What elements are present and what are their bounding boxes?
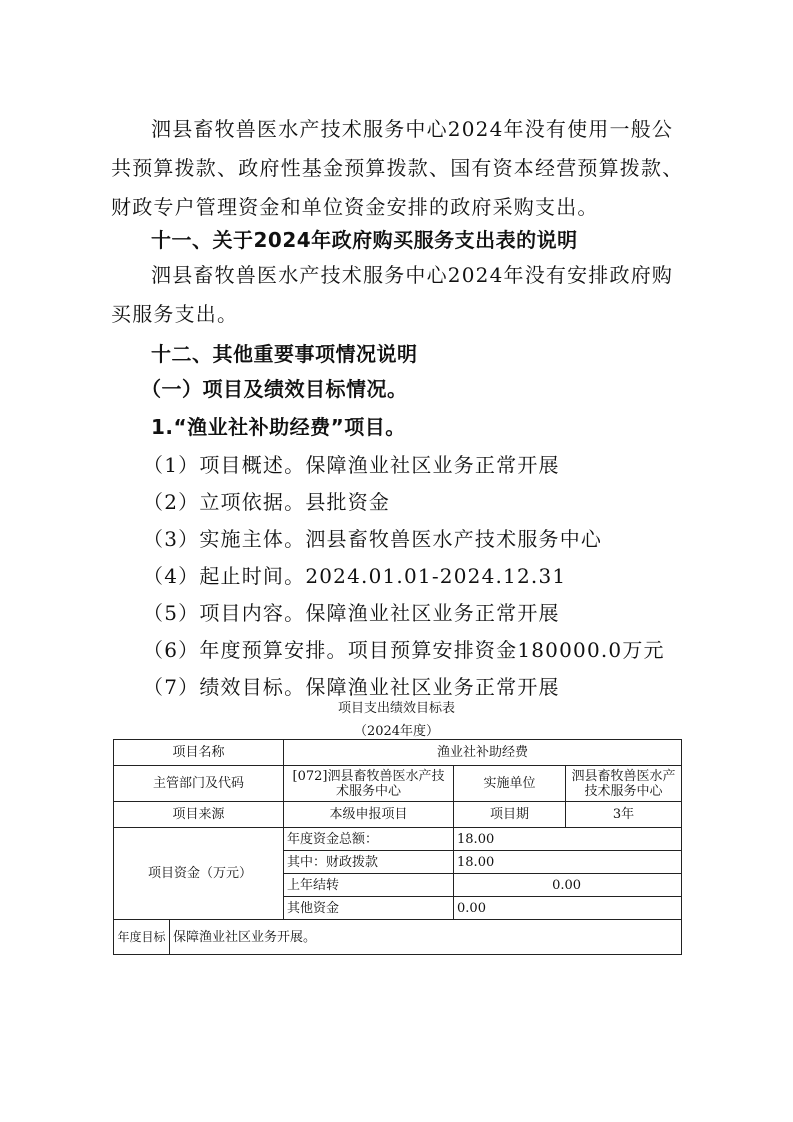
total-funds-value: 18.00 xyxy=(454,828,682,851)
item-overview: （1）项目概述。保障渔业社区业务正常开展 xyxy=(143,453,560,477)
funds-label: 项目资金（万元） xyxy=(114,828,284,920)
impl-value: 泗县畜牧兽医水产技术服务中心 xyxy=(566,766,682,802)
paragraph-no-purchase-service: 泗县畜牧兽医水产技术服务中心2024年没有安排政府购买服务支出。 xyxy=(111,263,674,326)
carry-over-label: 上年结转 xyxy=(284,874,454,897)
table-row xyxy=(114,920,682,955)
item-content: （5）项目内容。保障渔业社区业务正常开展 xyxy=(143,601,560,625)
table-subtitle: （2024年度） xyxy=(353,724,440,739)
table-row xyxy=(114,828,682,851)
project-name-label: 项目名称 xyxy=(114,740,284,766)
source-value: 本级申报项目 xyxy=(284,802,454,828)
heading-project-goals: （一）项目及绩效目标情况。 xyxy=(141,377,408,401)
heading-section-12: 十二、其他重要事项情况说明 xyxy=(151,342,418,366)
performance-goal-table xyxy=(113,739,682,955)
source-label: 项目来源 xyxy=(114,802,284,828)
annual-goal-value: 保障渔业社区业务开展。 xyxy=(170,920,682,955)
dept-value: [072]泗县畜牧兽医水产技术服务中心 xyxy=(284,766,454,802)
other-funds-value: 0.00 xyxy=(454,897,682,920)
heading-section-11: 十一、关于2024年政府购买服务支出表的说明 xyxy=(151,228,578,252)
table-title: 项目支出绩效目标表 xyxy=(337,701,455,716)
dept-label: 主管部门及代码 xyxy=(114,766,284,802)
total-funds-label: 年度资金总额： xyxy=(284,828,454,851)
project-name-value: 渔业社补助经费 xyxy=(284,740,682,766)
item-implementer: （3）实施主体。泗县畜牧兽医水产技术服务中心 xyxy=(143,527,603,551)
heading-project-1: 1.“渔业社补助经费”项目。 xyxy=(151,415,406,439)
item-budget: （6）年度预算安排。项目预算安排资金180000.0万元 xyxy=(143,638,665,662)
period-value: 3年 xyxy=(566,802,682,828)
table-row xyxy=(114,802,682,828)
carry-over-value: 0.00 xyxy=(454,874,682,897)
fiscal-funds-value: 18.00 xyxy=(454,851,682,874)
other-funds-label: 其他资金 xyxy=(284,897,454,920)
item-basis: （2）立项依据。县批资金 xyxy=(143,490,391,514)
table-row xyxy=(114,766,682,802)
item-period: （4）起止时间。2024.01.01-2024.12.31 xyxy=(143,564,567,588)
item-goal: （7）绩效目标。保障渔业社区业务正常开展 xyxy=(143,675,560,699)
fiscal-funds-label: 其中：财政拨款 xyxy=(284,851,454,874)
table-row xyxy=(114,740,682,766)
period-label: 项目期 xyxy=(454,802,566,828)
impl-label: 实施单位 xyxy=(454,766,566,802)
annual-goal-label: 年度目标 xyxy=(114,920,170,955)
paragraph-no-procurement: 泗县畜牧兽医水产技术服务中心2024年没有使用一般公共预算拨款、政府性基金预算拨款、国有资本经营预算拨款、财政专户管理资金和单位资金安排的政府采购支出。 xyxy=(111,117,684,219)
